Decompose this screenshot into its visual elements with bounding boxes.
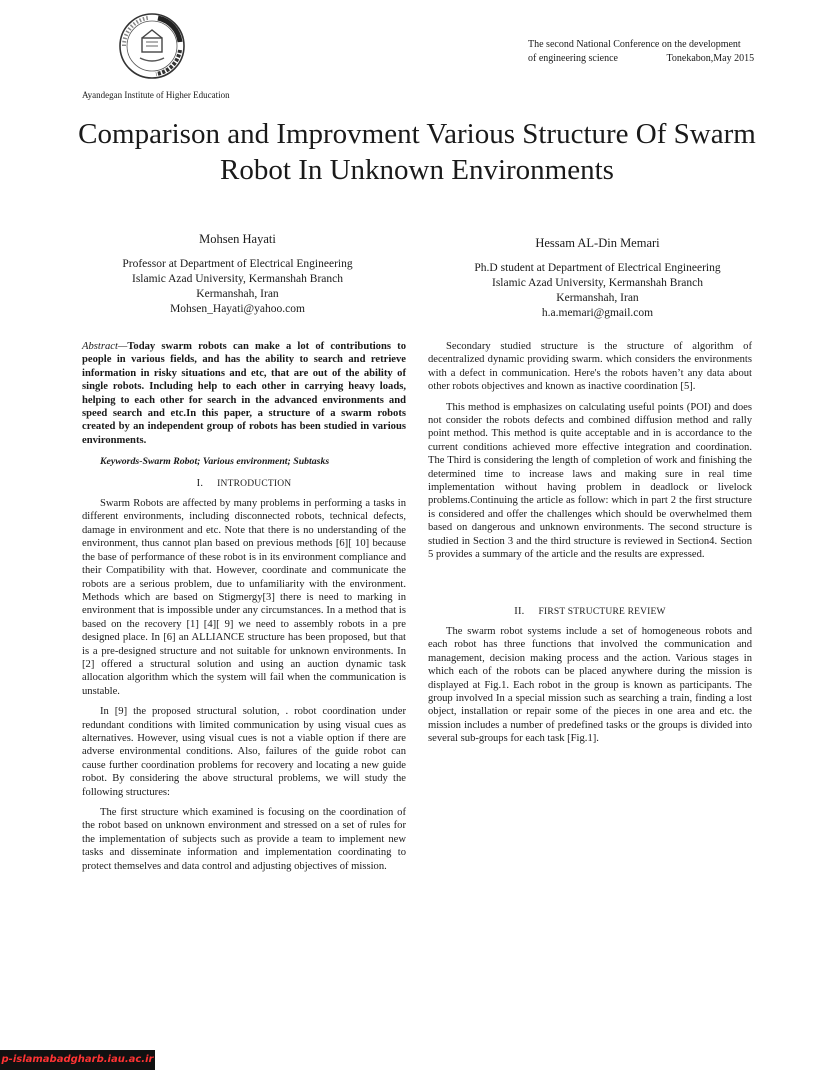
institute-seal-icon [118,12,186,80]
section-number: II. [514,605,525,617]
paper-title: Comparison and Improvment Various Structure Of Swarm Robot In Unknown Environments [78,118,756,186]
author-university: Islamic Azad University, Kermanshah Branch [132,273,343,285]
author-name: Mohsen Hayati [199,232,276,246]
author-email: Mohsen_Hayati@yahoo.com [170,303,305,315]
author-city: Kermanshah, Iran [556,292,639,304]
institute-name: Ayandegan Institute of Higher Education [82,90,230,100]
author-affiliation: Ph.D student at Department of Electrical Engineering [474,262,721,274]
author-block-2 [440,236,755,321]
author-block-1 [80,232,395,317]
author-city: Kermanshah, Iran [196,288,279,300]
paragraph: The first structure which examined is focusing on the coordination of the robot based on unknown environment and stressed on a set of rules for the implementation of subjects such as provide a team to implement new tasks and disseminate information and implementation coordinating to protect themselves and data control and adjusting objectives of mission. [82,807,406,872]
paragraph: This method is emphasizes on calculating useful points (POI) and does not consider the robots defects and combined diffusion method and rally point method. This method is quite acceptable and in is accordance to the current conditions achieved more effective integration and coordination. The Third is considering the length of completion of work and finishing the determined time to increase laws and making sure in real time implementation without having problem in deadlock or livelock problems.Continuing the article as follow: which in part 2 the first structure is considered and offer the challenges which should be overwhelmed them based on dangerous and unknown environments. The second structure is studied in Section 3 and the third structure is reviewed in Section4. Section 5 provides a summary of the article and the results are expressed. [428,401,752,561]
author-university: Islamic Azad University, Kermanshah Branch [492,277,703,289]
right-column [428,340,752,753]
footer-watermark: p-islamabadgharb.iau.ac.ir [0,1050,155,1070]
abstract-text: Today swarm robots can make a lot of contributions to people in various fields, and has the ability to search and retrieve information in risky situations and etc, that are out of the ability of single robots. Including help to each other in carrying heavy loads, helping to each other for search in the advanced environments and speed search and etc.In this paper, a structure of a swarm robots created by an independent group of robots has been studied in various environments. [82,341,406,446]
section-heading-introduction [82,477,406,491]
section-heading-first-structure [428,605,752,619]
abstract-label: Abstract— [82,341,128,352]
section-title: INTRODUCTION [217,478,292,489]
conference-info [528,38,788,66]
paragraph: Swarm Robots are affected by many problems in performing a tasks in different environments, including disconnected robots, technical defects, damage in environment and etc. Note that there is no understanding of the environment, thus cannot plan based on previous methods [6][ 10] because the base of performance of these robot is in its environment compliance and their Compatibility with that. However, coordinate and communicate the robots are a serious problem, due to unfamiliarity with the environment. Methods which are based on Stigmergy[3] there is need to marking in environment that is impossible under any circumstances. In a method that is based on the recovery [1] [4][ 9] we need to assembly robots in a pre designed place. In [6] an ALLIANCE structure has been proposed, but that is a pre-designed structure and not suitable for unknown environments. In [2] offered a structural solution and using an auction dynamic task allocation algorithm which the system will fail when the communication is unstable. [82,498,406,697]
left-column [82,340,406,880]
conference-line-2 [528,52,788,66]
author-name: Hessam AL-Din Memari [535,236,660,250]
abstract [82,340,406,447]
conference-location-date: Tonekabon,May 2015 [666,53,755,64]
author-email: h.a.memari@gmail.com [541,307,654,319]
paragraph: Secondary studied structure is the structure of algorithm of decentralized dynamic providing swarm. which considers the environments with a defect in communication. Here's the robots haven’t any data about other robots objectives and known as inactive coordination [5]. [428,341,752,393]
paragraph: In [9] the proposed structural solution, . robot coordination under redundant conditions with limited communication by using visual cues as alternatives. However, using visual cues is not a viable option if there are adverse environmental conditions. Also, failures of the guide robot can cause further coordination problems for recovery and locating a new guide robot. By considering the above structural problems, we will study the following structures: [82,706,406,798]
section-title: FIRST STRUCTURE REVIEW [538,606,666,617]
section-number: I. [196,477,204,489]
keywords: Keywords-Swarm Robot; Various environment; Subtasks [100,456,330,468]
author-affiliation: Professor at Department of Electrical Engineering [122,258,353,270]
paragraph: The swarm robot systems include a set of homogeneous robots and each robot has three functions that involved the communication and management, decision making process and the action. Various stages in which each of the robots can be placed anywhere during the mission is displayed at Fig.1. Each robot in the group is known as participants. The group involved In a special mission such as searching a train, finding a lost object, installation or repair some of the pieces in one area and etc. the mission includes a number of predefined tasks or the groups is divided into several sub-groups for each task [Fig.1]. [428,625,752,745]
conference-name-tail: of engineering science [528,53,618,64]
conference-line-1: The second National Conference on the development [528,39,741,50]
